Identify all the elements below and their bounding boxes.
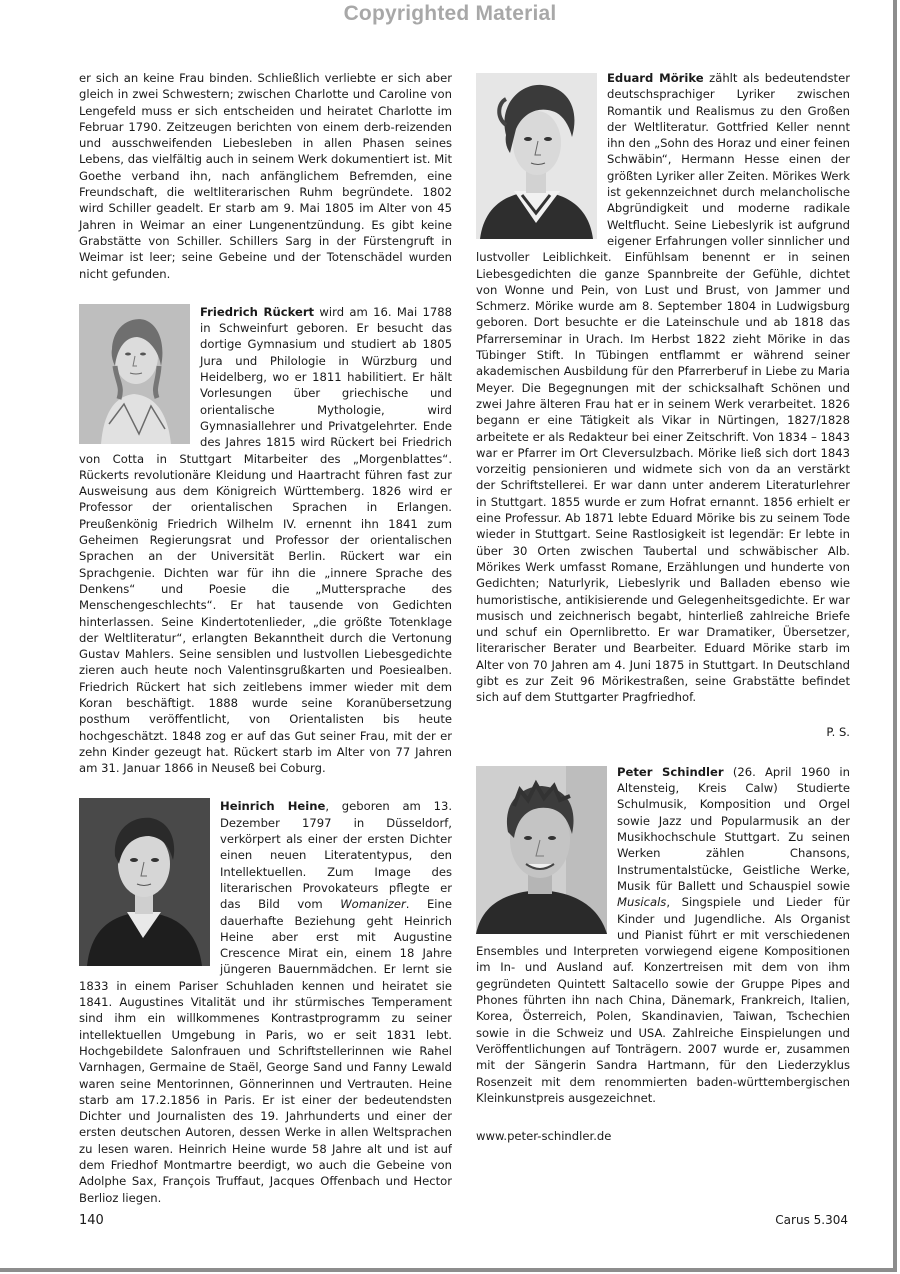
rueckert-name: Friedrich Rückert [200, 304, 315, 319]
rueckert-portrait [79, 304, 190, 444]
moerike-portrait-drawing [476, 73, 597, 239]
moerike-portrait [476, 73, 597, 239]
schindler-entry [476, 764, 850, 1106]
author-signoff: P. S. [826, 724, 850, 739]
heine-bio-italic: Womanizer [340, 897, 406, 912]
right-column [476, 70, 850, 1144]
watermark: Copyrighted Material [343, 2, 557, 25]
moerike-bio: zählt als bedeutendster deutschsprachiger Lyriker zwischen Romantik und Realismus zu den Großen der Weltliteratur. Gottfried Keller nennt ihn den „Sohn des Horaz und einer feinen Schwäbin“, Hermann Hesse einen der größten Lyriker aller Zeiten. Mörikes Werk ist gekennzeichnet durch melancholische Abgründigkeit und moderne radikale Weltflucht. Seine Liebeslyrik ist aufgrund eigener Erfahrungen voller sinnlicher und lustvoller Leiblichkeit. Einfühlsam benennt er in seinen Liebesgedichten die ganze Spannbreite der Gefühle, dichtet von Wonne und Pein, von Lust und Brust, von Jammer und Schmerz. Mörike wurde am 8. September 1804 in Ludwigsburg geboren. Dort besuchte er die Lateinschule und ab 1818 das Pfarrerseminar in Urach. Im Herbst 1822 zieht Mörike in das Tübinger Stift. In Tübingen entflammt er während seiner akademischen Ausbildung für den Pfarrerberuf in Liebe zu Maria Meyer. Die Begegnungen mit der schicksalhaft Schönen und zwei Jahre älteren Frau hat er in seinem Werk verarbeitet. 1826 begann er eine Tätigkeit als Vikar in Nürtingen, 1827/1828 arbeitete er als Redakteur bei einer Zeitschrift. Von 1834 – 1843 war er Pfarrer im Ort Cleversulzbach. Mörike ließ sich dort 1843 vorzeitig pensionieren und widmete sich von da an verstärkt der Schriftstellerei. Er war dann unter anderem Literaturlehrer in Stuttgart. 1855 wurde er zum Hofrat ernannt. 1856 erhielt er eine Professur. Ab 1871 lebte Eduard Mörike bis zu seinem Tode wieder in Stuttgart. Seine Rastlosigkeit ist legendär: Er lebte in über 30 Orten zwischen Taubertal und schwäbischer Alb. Mörikes Werk umfasst Romane, Erzählungen und hunderte von Gedichten; Naturlyrik, Liebeslyrik und Balladen ebenso wie humoristische, antikisierende und Gelegenheitsgedichte. Er war musisch und zeichnerisch begabt, hinterließ zahlreiche Briefe und schuf ein Opernlibretto. Er war Dramatiker, Übersetzer, literarischer Berater und Bearbeiter. Eduard Mörike starb im Alter von 70 Jahren am 4. Juni 1875 in Stuttgart. In Deutschland gibt es zur Zeit 96 Mörikestraßen, seine Grabstätte befindet sich auf dem Stuttgarter Pragfriedhof. [476, 71, 850, 705]
heine-portrait-drawing [79, 798, 210, 966]
heine-name: Heinrich Heine [220, 799, 326, 814]
heine-entry [79, 798, 452, 1205]
schiller-bio-continued: er sich an keine Frau binden. Schließlich verliebte er sich aber gleich in zwei Schwestern; zwischen Charlotte und Caroline von Lengefeld muss er sich entscheiden und heiratet Charlotte im Februar 1790. Zeitzeugen berichten von einem derb-reizenden und ausschweifenden Liebesleben in allen Phasen seines Lebens, das vielfältig auch in seinem Werk dokumentiert ist. Mit Goethe verband ihn, nach anfänglichem Befremden, eine Freundschaft, die weltliterarischen Ruhm begründete. 1802 wird Schiller geadelt. Er starb am 9. Mai 1805 im Alter von 45 Jahren in Weimar an einer Lungenentzündung. Es gibt keine Grabstätte von Schiller. Schillers Sarg in der Fürstengruft in Weimar ist leer; seine Gebeine und der Totenschädel wurden nicht gefunden. [79, 71, 452, 281]
schindler-portrait [476, 766, 607, 934]
schindler-portrait-drawing [476, 766, 607, 934]
heine-bio-part1: , geboren am 13. Dezember 1797 in Düsseldorf, verkörpert als einer der ersten Dichter einen neuen Literatentypus, den Intellektuellen. Zum Image des literarischen Provokateurs pflegte er das Bild vom [220, 799, 452, 912]
moerike-entry [476, 70, 850, 706]
catalog-number: Carus 5.304 [775, 1213, 848, 1227]
page-number: 140 [79, 1213, 104, 1228]
website-link[interactable]: www.peter-schindler.de [476, 1129, 612, 1144]
heine-bio-part2: . Eine dauerhafte Beziehung geht Heinrich Heine aber erst mit Augustine Crescence Mirat ein, einem 18 Jahre jüngeren Bauernmädchen. Er lernt sie 1833 in einem Pariser Schuhladen kennen und heiratet sie 1841. Augustines Vitalität und ihr stürmisches Temperament sind ihm ein willkommenes Kontrastprogramm zu seiner intellektuellen Umgebung in Paris, wo er seit 1831 lebt. Hochgebildete Salonfrauen und Schriftstellerinnen wie Rahel Varnhagen, Germaine de Staël, George Sand und Fanny Lewald waren seine Mentorinnen, Gönnerinnen und Vertrauten. Heine starb am 17.2.1856 in Paris. Er ist einer der bedeutendsten Dichter und Journalisten des 19. Jahrhunderts und einer der ersten deutschen Autoren, dessen Werke in allen Weltsprachen zu lesen waren. Heinrich Heine wurde 58 Jahre alt und ist auf dem Friedhof Montmartre beerdigt, wo auch die Gebeine von Adolphe Sax, François Truffaut, Jacques Offenbach und Hector Berlioz liegen. [79, 897, 452, 1205]
rueckert-portrait-drawing [79, 304, 190, 444]
schindler-bio-part1: (26. April 1960 in Altensteig, Kreis Calw) Studierte Schulmusik, Komposition und Orgel sowie Jazz und Popularmusik an der Musikhochschule Stuttgart. Zu seinen Werken zählen Chansons, Instrumentalstücke, Geistliche Werke, Musik für Ballett und Schauspiel sowie [617, 764, 850, 893]
heine-portrait [79, 798, 210, 966]
left-column [79, 70, 452, 1206]
schindler-bio-part2: , Singspiele und Lieder für Kinder und Jugendliche. Als Organist und Pianist führt er mit verschiedenen Ensembles und Interpreten vorwiegend eigene Kompositionen im In- und Ausland auf. Konzertreisen mit dem von ihm gegründeten Quintett Saltacello sowie der Gruppe Pipes and Phones führten ihn nach China, Dänemark, Frankreich, Italien, Korea, Österreich, Polen, Skandinavien, Taiwan, Tschechien sowie in die Schweiz und USA. Zahlreiche Einspielungen und Veröffentlichungen auf Tonträgern. 2007 wurde er, zusammen mit der Sängerin Sandra Hartmann, für den Liederzyklus Rosenzeit mit dem renommierten baden-württembergischen Kleinkunstpreis ausgezeichnet. [476, 895, 850, 1105]
moerike-name: Eduard Mörike [607, 71, 704, 85]
schindler-bio-italic: Musicals [617, 895, 667, 910]
rueckert-bio: wird am 16. Mai 1788 in Schweinfurt geboren. Er besucht das dortige Gymnasium und studiert ab 1805 Jura und Philologie in Würzburg und Heidelberg, wo er 1811 habilitiert. Er hält Vorlesungen über griechische und orientalische Mythologie, wird Gymnasiallehrer und Privatgelehrter. Ende des Jahres 1815 wird Rückert bei Friedrich von Cotta in Stuttgart Mitarbeiter des „Morgenblattes“. Rückerts revolutionäre Kleidung und Haartracht führen fast zur Ausweisung aus dem Königreich Württemberg. 1826 wird er Professor der orientalischen Sprachen in Erlangen. Preußenkönig Friedrich Wilhelm IV. ernennt ihn 1841 zum Geheimen Regierungsrat und Professor der orientalischen Sprachen an der Universität Berlin. Rückert war ein Sprachgenie. Dichten war für ihn die „innere Sprache des Denkens“ und Poesie die „Muttersprache des Menschengeschlechts“. Er hat tausende von Gedichten hinterlassen. Seine Kindertotenlieder, „die größte Totenklage der Weltliteratur“, erlangten Bekanntheit durch die Vertonung Gustav Mahlers. Seine sensiblen und lustvollen Liebesgedichte zieren auch heute noch Valentinsgrußkarten und Poesiealben. Friedrich Rückert hat sich zeitlebens immer wieder mit dem Koran beschäftigt. 1888 wurde seine Koranübersetzung posthum veröffentlicht, von Orientalisten bis heute hochgeschätzt. 1848 zog er auf das Gut seiner Frau, mit der er zehn Kinder gezeugt hat. Rückert starb im Alter von 77 Jahren am 31. Januar 1866 in Neuseß bei Coburg. [79, 304, 452, 776]
rueckert-entry [79, 304, 452, 777]
schindler-name: Peter Schindler [617, 764, 724, 779]
